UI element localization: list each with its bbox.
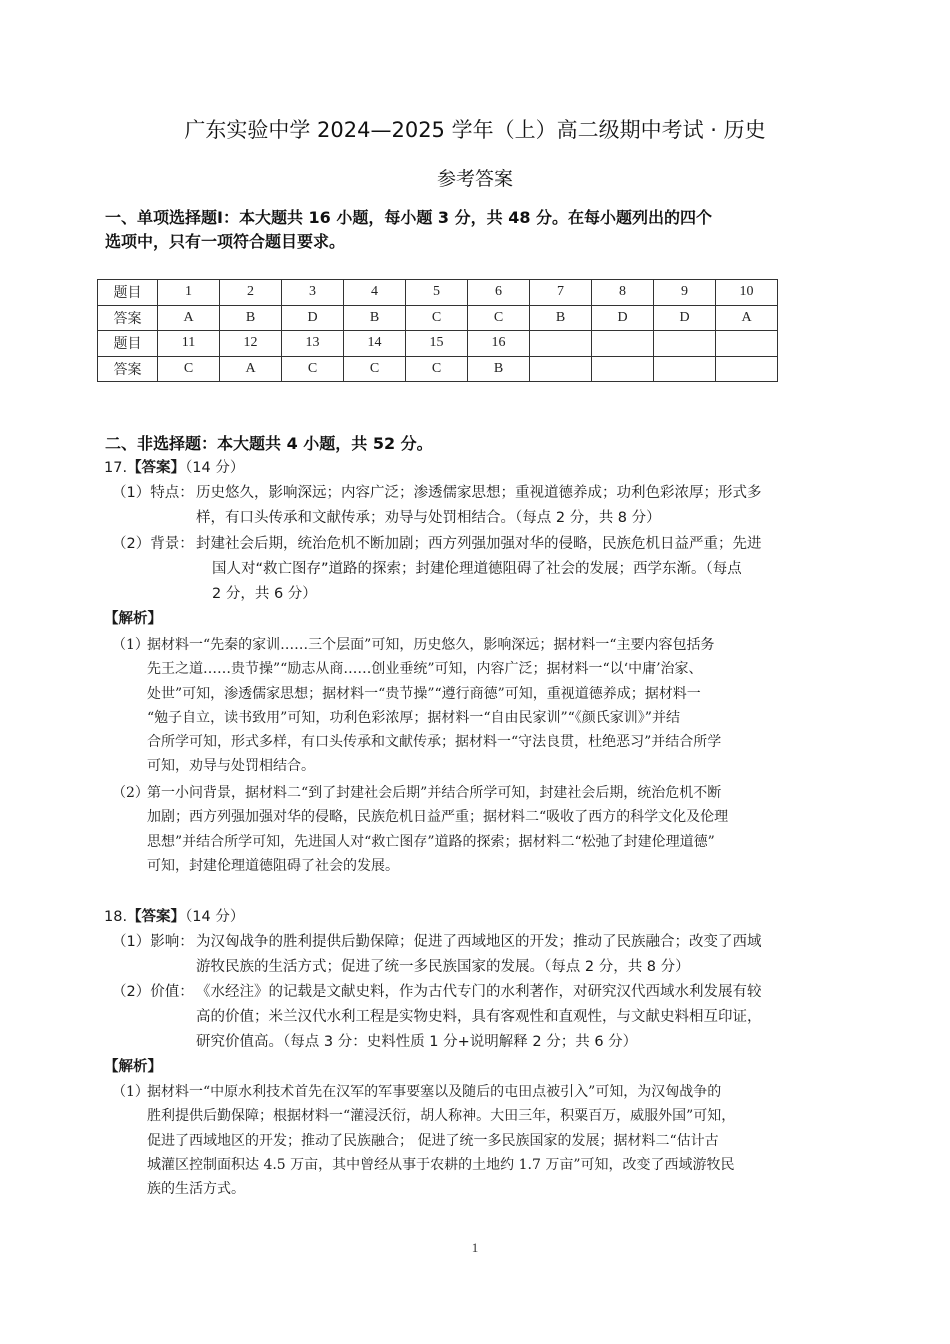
document-subtitle: 参考答案	[436, 168, 513, 190]
table-cell: 4	[344, 280, 406, 306]
q18-part2-line2: 高的价值；米兰汉代水利工程是实物史料，具有客观性和直观性，与文献史料相互印证，	[196, 1009, 762, 1025]
table-cell: B	[344, 305, 406, 331]
table-cell: C	[158, 356, 220, 382]
table-cell: 13	[282, 331, 344, 357]
analysis-line: “勉子自立，读书致用”可知，功利色彩浓厚；据材料一“自由民家训”“《颜氏家训》”并结	[147, 709, 680, 726]
table-cell: C	[406, 305, 468, 331]
table-cell: A	[158, 305, 220, 331]
table-cell: D	[592, 305, 654, 331]
table-cell	[654, 331, 716, 357]
q17-analysis2-label: （2）	[112, 785, 149, 801]
q18-answer-tag: 【答案】	[127, 909, 186, 925]
table-cell: 8	[592, 280, 654, 306]
q18-part2-line1: 《水经注》的记载是文献史料，作为古代专门的水利著作，对研究汉代西域水利发展有较	[196, 984, 762, 1000]
table-cell	[592, 331, 654, 357]
table-cell: 10	[716, 280, 778, 306]
q17-part1-line2: 样，有口头传承和文献传承；劝导与处罚相结合。（每点 2 分，共 8 分）	[196, 510, 661, 526]
analysis-line: 合所学可知，形式多样，有口头传承和文献传承；据材料一“守法良贯，杜绝恶习”并结合所学	[147, 734, 722, 751]
table-cell: 1	[158, 280, 220, 306]
section1-heading-line2: 选项中，只有一项符合题目要求。	[105, 232, 346, 251]
table-row-answers-2	[98, 356, 778, 382]
table-cell: A	[716, 305, 778, 331]
analysis-line: 可知，封建伦理道德阻碍了社会的发展。	[147, 857, 399, 874]
table-cell: 3	[282, 280, 344, 306]
q18-analysis1-text	[147, 1080, 852, 1201]
table-cell: B	[468, 356, 530, 382]
q17-answer-tag: 【答案】	[127, 460, 186, 476]
table-cell: 14	[344, 331, 406, 357]
table-cell: C	[344, 356, 406, 382]
table-cell: 9	[654, 280, 716, 306]
q17-part1-line1: 历史悠久，影响深远；内容广泛；渗透儒家思想；重视道德养成；功利色彩浓厚；形式多	[196, 485, 762, 501]
q17-part2-line2: 国人对“救亡图存”道路的探索；封建伦理道德阻碍了社会的发展；西学东渐。（每点	[212, 561, 742, 577]
table-cell: 2	[220, 280, 282, 306]
table-row-questions-1	[98, 280, 778, 306]
table-cell	[592, 356, 654, 382]
analysis-line: 据材料一“先秦的家训……三个层面”可知，历史悠久，影响深远；据材料一“主要内容包括务	[147, 637, 715, 653]
q18-number: 18.	[104, 909, 128, 925]
q18-part2-line3: 研究价值高。（每点 3 分：史料性质 1 分+说明解释 2 分；共 6 分）	[196, 1034, 638, 1050]
row-label: 答案	[98, 356, 158, 382]
document-title: 广东实验中学 2024—2025 学年（上）高二级期中考试 · 历史	[184, 118, 766, 142]
analysis-line: 可知，劝导与处罚相结合。	[147, 758, 315, 775]
q17-analysis-tag: 【解析】	[104, 611, 162, 627]
analysis-line: 促进了西域地区的开发；推动了民族融合； 促进了统一多民族国家的发展；据材料二“估计古	[147, 1132, 719, 1149]
section1-heading-line1: 一、单项选择题Ⅰ：本大题共 16 小题，每小题 3 分，共 48 分。在每小题列出的四个	[105, 208, 713, 227]
table-cell	[716, 331, 778, 357]
row-label: 题目	[98, 280, 158, 306]
table-cell: C	[468, 305, 530, 331]
table-cell	[530, 356, 592, 382]
table-cell	[654, 356, 716, 382]
analysis-line: 思想”并结合所学可知，先进国人对“救亡图存”道路的探索；据材料二“松弛了封建伦理道德”	[147, 833, 715, 850]
analysis-line: 处世”可知，渗透儒家思想；据材料一“贵节操”“遵行商德”可知，重视道德养成；据材料一	[147, 685, 701, 702]
row-label: 答案	[98, 305, 158, 331]
table-cell: B	[530, 305, 592, 331]
q17-part1-label: （1）特点：	[112, 485, 194, 501]
table-cell: 16	[468, 331, 530, 357]
table-cell: 12	[220, 331, 282, 357]
q18-header	[104, 905, 244, 929]
q17-score: （14 分）	[185, 460, 245, 476]
table-cell: 15	[406, 331, 468, 357]
q17-part2-line3: 2 分，共 6 分）	[212, 586, 317, 602]
q17-header	[104, 456, 244, 480]
q18-part1-line2: 游牧民族的生活方式；促进了统一多民族国家的发展。（每点 2 分，共 8 分）	[196, 959, 690, 975]
q18-score: （14 分）	[185, 909, 245, 925]
q17-part2-label: （2）背景：	[112, 536, 194, 552]
table-cell	[530, 331, 592, 357]
q18-part1-label: （1）影响：	[112, 934, 194, 950]
analysis-line: 胜利提供后勤保障；根据材料一“灌浸沃衍，胡人称神。大田三年，积粟百万，威服外国”可知，	[147, 1108, 736, 1125]
q18-part1-line1: 为汉匈战争的胜利提供后勤保障；促进了西域地区的开发；推动了民族融合；改变了西域	[196, 934, 762, 950]
page-number: 1	[471, 1240, 479, 1255]
row-label: 题目	[98, 331, 158, 357]
q18-analysis-tag: 【解析】	[104, 1059, 162, 1075]
table-row-questions-2	[98, 331, 778, 357]
table-cell: 7	[530, 280, 592, 306]
table-cell	[716, 356, 778, 382]
table-cell: 5	[406, 280, 468, 306]
table-cell: 6	[468, 280, 530, 306]
table-row-answers-1	[98, 305, 778, 331]
analysis-line: 第一小问背景，据材料二“到了封建社会后期”并结合所学可知，封建社会后期，统治危机不断	[147, 785, 722, 801]
answer-table	[97, 279, 778, 382]
table-cell: D	[282, 305, 344, 331]
q18-part2-label: （2）价值：	[112, 984, 194, 1000]
table-cell: 11	[158, 331, 220, 357]
analysis-line: 加剧；西方列强加强对华的侵略，民族危机日益严重；据材料二“吸收了西方的科学文化及伦理	[147, 809, 729, 826]
q18-analysis1-label: （1）	[112, 1084, 149, 1100]
analysis-line: 城灌区控制面积达 4.5 万亩，其中曾经从事于农耕的土地约 1.7 万亩”可知，改变了西域游牧民	[147, 1156, 735, 1173]
table-cell: D	[654, 305, 716, 331]
table-cell: C	[282, 356, 344, 382]
table-cell: C	[406, 356, 468, 382]
q17-analysis1-text	[147, 633, 852, 779]
q17-part2-line1: 封建社会后期，统治危机不断加剧；西方列强加强对华的侵略，民族危机日益严重；先进	[196, 536, 762, 552]
analysis-line: 族的生活方式。	[147, 1181, 245, 1198]
q17-analysis1-label: （1）	[112, 637, 149, 653]
analysis-line: 据材料一“中原水利技术首先在汉军的军事要塞以及随后的屯田点被引入”可知，为汉匈战争的	[147, 1084, 722, 1100]
q17-analysis2-text	[147, 781, 852, 878]
section2-heading: 二、非选择题：本大题共 4 小题，共 52 分。	[105, 434, 433, 453]
q17-number: 17.	[104, 460, 128, 476]
table-cell: A	[220, 356, 282, 382]
table-cell: B	[220, 305, 282, 331]
analysis-line: 先王之道……贵节操”“励志从商……创业垂统”可知，内容广泛；据材料一“以‘中庸’治家、	[147, 661, 703, 678]
